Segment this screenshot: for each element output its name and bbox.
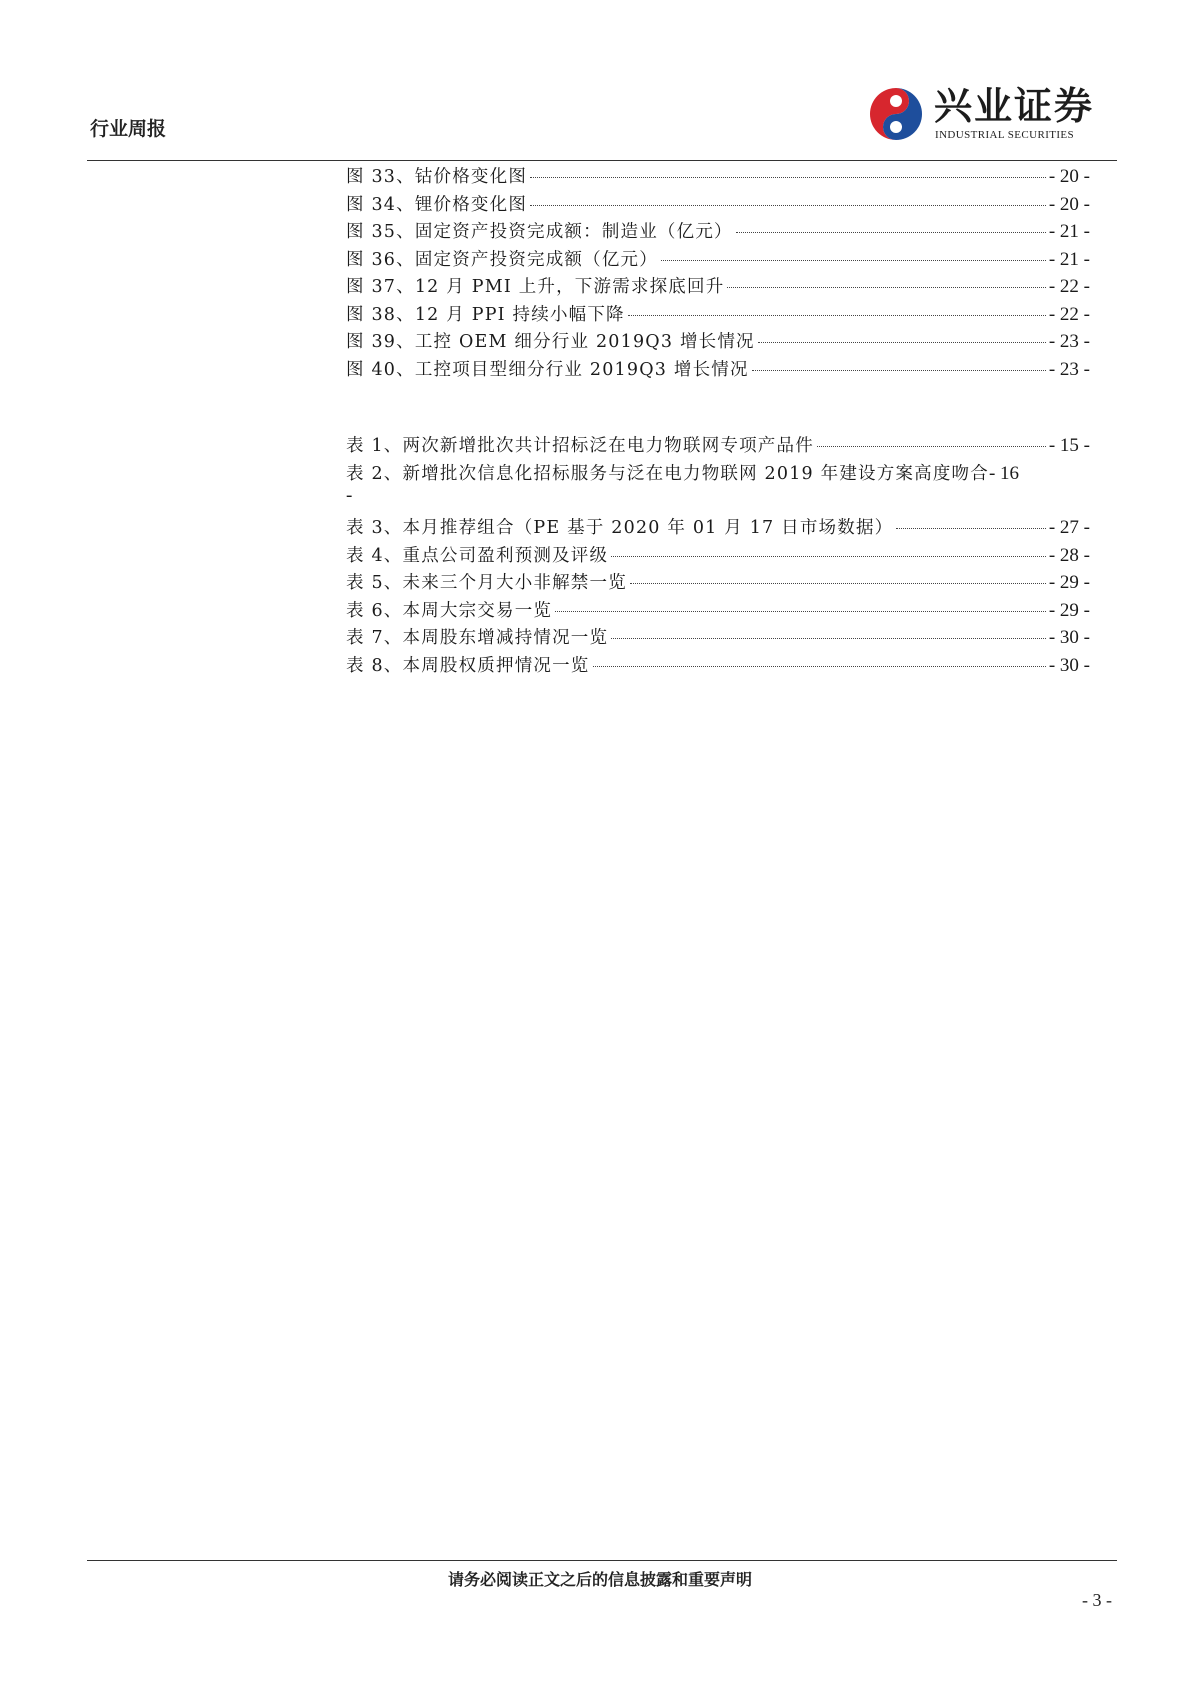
toc-entry[interactable]	[346, 356, 1090, 384]
toc-entry-page: - 20 -	[1048, 193, 1090, 215]
dot-leader	[611, 555, 1046, 557]
toc-entry[interactable]	[346, 163, 1090, 191]
toc-entry-page: - 29 -	[1048, 599, 1090, 621]
toc-entry-label: 表 3、本月推荐组合（PE 基于 2020 年 01 月 17 日市场数据）	[346, 518, 894, 538]
toc-entry-label: 图 33、钴价格变化图	[346, 167, 528, 187]
table-index	[346, 432, 1090, 679]
toc-entry[interactable]	[346, 569, 1090, 597]
toc-entry-label: 表 5、未来三个月大小非解禁一览	[346, 573, 627, 593]
dot-leader	[727, 286, 1045, 288]
dot-leader	[628, 314, 1046, 316]
toc-entry-page: - 27 -	[1048, 517, 1090, 538]
toc-entry-page: - 22 -	[1048, 276, 1090, 297]
dot-leader	[661, 259, 1046, 261]
toc-entry-page: - 21 -	[1048, 248, 1090, 270]
toc-entry-page: - 28 -	[1048, 544, 1090, 566]
dot-leader	[611, 637, 1046, 639]
toc-entry[interactable]	[346, 542, 1090, 570]
toc-entry-label: 表 7、本周股东增减持情况一览	[346, 628, 609, 648]
dot-leader	[555, 610, 1046, 612]
dot-leader	[630, 582, 1046, 584]
toc-entry-label: 表 2、新增批次信息化招标服务与泛在电力物联网 2019 年建设方案高度吻合	[346, 463, 989, 484]
logo-english-name: INDUSTRIAL SECURITIES	[935, 129, 1075, 141]
toc-entry-label: 图 39、工控 OEM 细分行业 2019Q3 增长情况	[346, 332, 755, 352]
toc-entry-label: 图 35、固定资产投资完成额：制造业（亿元）	[346, 222, 733, 242]
dot-leader	[758, 341, 1046, 343]
toc-entry[interactable]	[346, 301, 1090, 329]
toc-entry-page: - 23 -	[1048, 331, 1090, 352]
toc-entry[interactable]	[346, 328, 1090, 356]
dot-leader	[593, 665, 1046, 667]
toc-entry-label: 表 8、本周股权质押情况一览	[346, 655, 590, 676]
toc-entry-page: - 23 -	[1048, 358, 1090, 380]
toc-entry-label: 图 40、工控项目型细分行业 2019Q3 增长情况	[346, 359, 749, 380]
toc-entry[interactable]	[346, 652, 1090, 680]
toc-entry-page: - 22 -	[1048, 303, 1090, 325]
toc-entry-label: 表 6、本周大宗交易一览	[346, 600, 553, 621]
toc-entry[interactable]	[346, 432, 1090, 460]
page-number: - 3 -	[1082, 1590, 1112, 1610]
dot-leader	[817, 445, 1046, 447]
dot-leader	[752, 369, 1046, 371]
toc-entry-label: 表 1、两次新增批次共计招标泛在电力物联网专项产品件	[346, 436, 814, 456]
dot-leader	[896, 527, 1045, 529]
toc-entry-page-tail: -	[346, 485, 353, 506]
toc-entry[interactable]	[346, 624, 1090, 652]
toc-entry[interactable]	[346, 273, 1090, 301]
toc-entry[interactable]	[346, 246, 1090, 274]
footer-rule	[87, 1560, 1117, 1561]
toc-entry-label: 图 37、12 月 PMI 上升，下游需求探底回升	[346, 277, 725, 297]
toc-entry[interactable]	[346, 597, 1090, 625]
industrial-securities-logo-icon	[868, 86, 924, 142]
toc-entry-label: 图 34、锂价格变化图	[346, 194, 528, 215]
toc-entry-page: - 21 -	[1048, 221, 1090, 242]
logo-chinese-name: 兴业证券	[934, 83, 1095, 128]
toc-entry-page: - 16	[988, 462, 1020, 484]
toc-entry-page: - 20 -	[1048, 166, 1090, 187]
dot-leader	[530, 176, 1046, 178]
toc-entry[interactable]	[346, 514, 1090, 542]
toc-entry-label: 图 38、12 月 PPI 持续小幅下降	[346, 304, 625, 325]
dot-leader	[736, 231, 1046, 233]
toc-entry[interactable]	[346, 191, 1090, 219]
toc-entry-page: - 30 -	[1048, 654, 1090, 676]
toc-entry-page: - 29 -	[1048, 572, 1090, 593]
toc-entry[interactable]	[346, 460, 1090, 515]
header-rule	[87, 160, 1117, 161]
toc-entry-label: 表 4、重点公司盈利预测及评级	[346, 545, 609, 566]
toc-entry-page: - 15 -	[1048, 435, 1090, 456]
company-logo	[868, 84, 1118, 146]
toc-entry-label: 图 36、固定资产投资完成额（亿元）	[346, 249, 658, 270]
report-type-title: 行业周报	[90, 118, 167, 140]
disclaimer-note: 请务必阅读正文之后的信息披露和重要声明	[447, 1570, 752, 1589]
figure-index	[346, 163, 1090, 383]
toc-entry-page: - 30 -	[1048, 627, 1090, 648]
toc-entry[interactable]	[346, 218, 1090, 246]
dot-leader	[530, 204, 1046, 206]
